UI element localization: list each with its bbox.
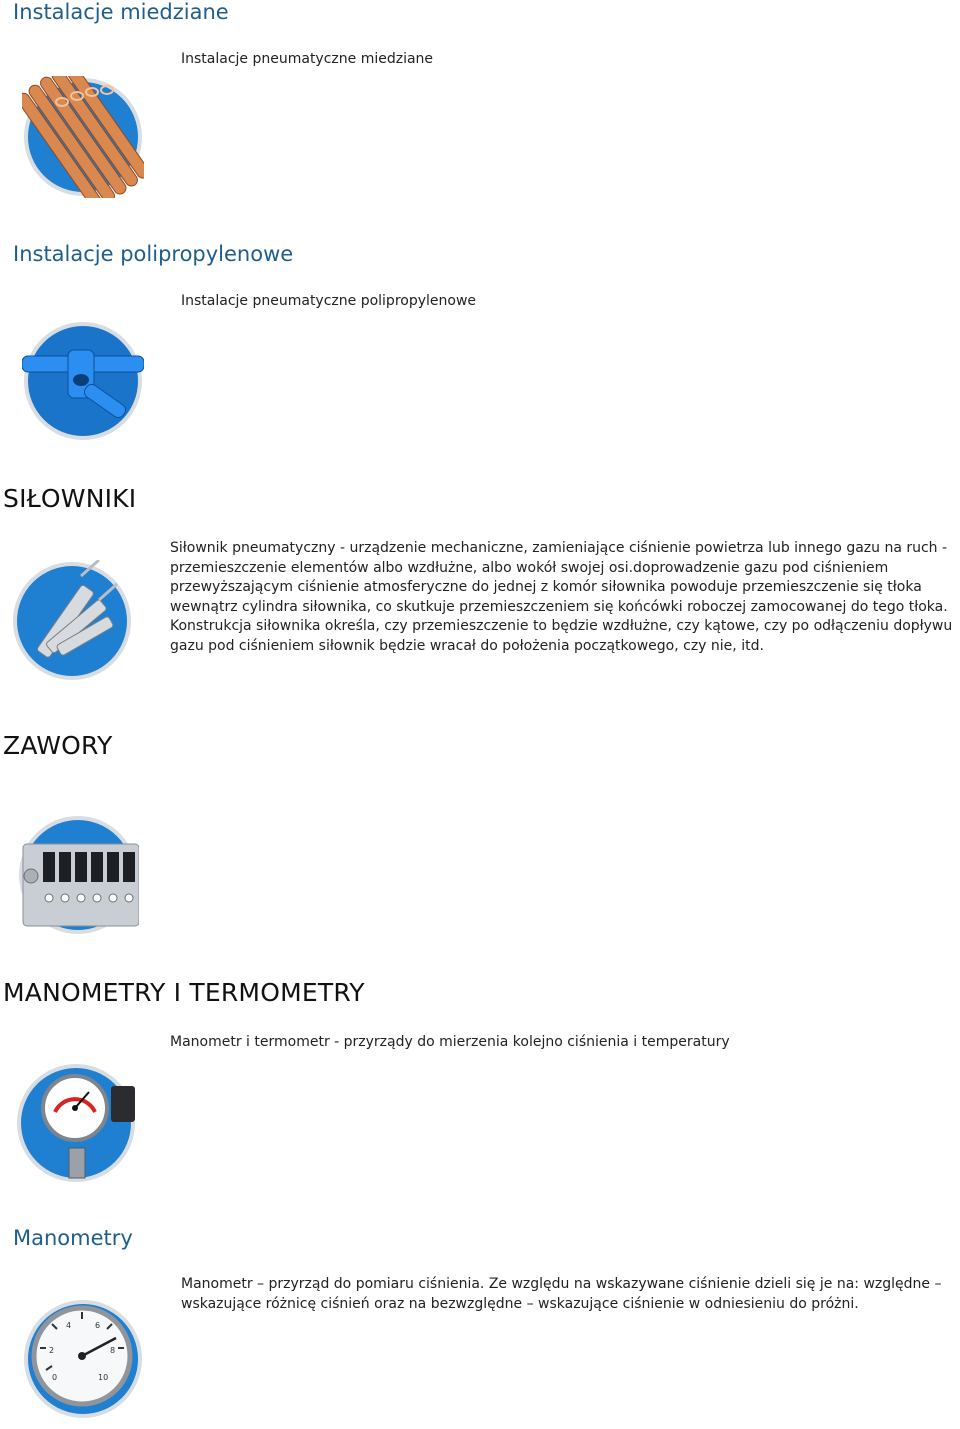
manometer-image <box>22 1298 144 1420</box>
gauge-label-10: 10 <box>98 1373 109 1382</box>
section-heading-manometry: Manometry <box>13 1226 133 1250</box>
manometer-thermometer-image <box>15 1062 137 1184</box>
section-heading-instalacje-polipropylenowe: Instalacje polipropylenowe <box>13 242 294 266</box>
valves-image <box>17 814 139 936</box>
pneumatic-cylinders-image <box>11 560 133 682</box>
section-text-manometry-i-termometry: Manometr i termometr - przyrządy do mierzenia kolejno ciśnienia i temperatury <box>170 1034 730 1050</box>
section-heading-silowniki: SIŁOWNIKI <box>3 484 137 513</box>
gauge-label-8: 8 <box>110 1346 116 1355</box>
copper-pipes-image <box>22 76 144 198</box>
section-heading-instalacje-miedziane: Instalacje miedziane <box>13 0 229 24</box>
gauge-label-4: 4 <box>66 1321 72 1330</box>
gauge-label-6: 6 <box>95 1321 101 1330</box>
polypropylene-pipes-image <box>22 320 144 442</box>
section-text-manometry: Manometr – przyrząd do pomiaru ciśnienia. Ze względu na wskazywane ciśnienie dzieli się je na: względne – wskazujące różnicę ciśnień oraz na bezwzględne – wskazujące ciśnienie w odniesieniu do próżni. <box>181 1276 942 1312</box>
section-text-instalacje-miedziane: Instalacje pneumatyczne miedziane <box>181 51 434 67</box>
section-text-instalacje-polipropylenowe: Instalacje pneumatyczne polipropylenowe <box>181 293 477 309</box>
section-text-silowniki: Siłownik pneumatyczny - urządzenie mechaniczne, zamieniające ciśnienie powietrza lub innego gazu na ruch - przemieszczenie elementów albo wzdłużne, albo wokół swojej osi.doprowadzenie gazu pod ciśnieniem przewyższającym ciśnienie atmosferyczne do jednej z komór siłownika powoduje przemieszczenie się tłoka wewnątrz cylindra siłownika, co skutkuje przemieszczeniem się końcówki roboczej zamocowanej do tego tłoka. Konstrukcja siłownika określa, czy przemieszczenie to będzie wzdłużne, czy kątowe, czy po odłączeniu dopływu gazu pod ciśnieniem siłownik będzie wracał do położenia początkowego, czy nie, itd. <box>170 540 953 654</box>
gauge-label-0: 0 <box>52 1373 58 1382</box>
gauge-label-2: 2 <box>49 1346 55 1355</box>
section-heading-zawory: ZAWORY <box>3 731 113 760</box>
section-heading-manometry-i-termometry: MANOMETRY I TERMOMETRY <box>3 978 365 1007</box>
